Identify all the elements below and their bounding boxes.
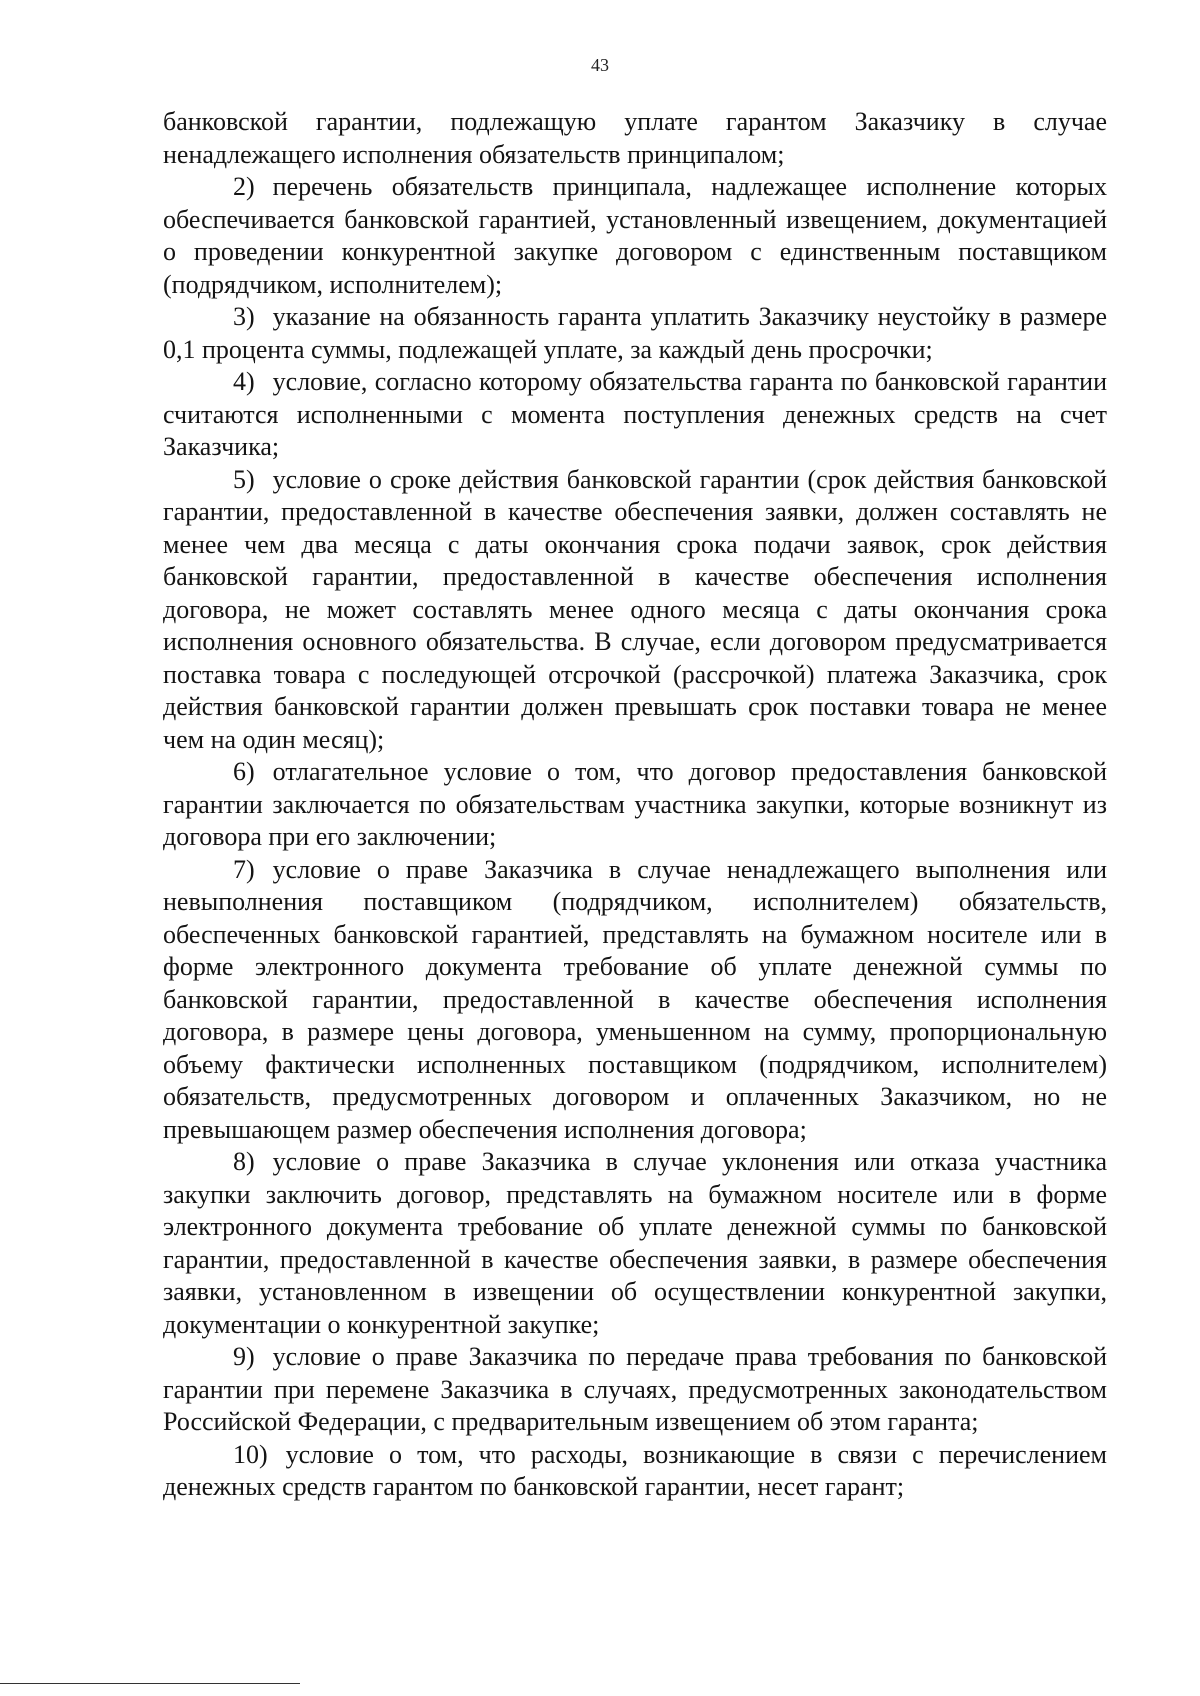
list-item-text: условие о праве Заказчика в случае уклонения или отказа участника закупки заключить договор, представлять на бумажном носителе или в форме электронного документа требование об уплате денежной суммы по банковской гарантии, предоставленной в качестве обеспечения заявки, в размере обеспечения заявки, установленном в извещении об осуществлении конкурентной закупки, документации о конкурентной закупке; (163, 1147, 1107, 1339)
list-item-number: 3) (233, 302, 255, 331)
list-item-text: условие, согласно которому обязательства гаранта по банковской гарантии считаются исполненными с момента поступления денежных средств на счет Заказчика; (163, 367, 1107, 461)
list-item-number: 2) (233, 172, 255, 201)
list-item-8 (163, 1146, 1107, 1341)
list-item-number: 5) (233, 464, 255, 494)
list-item-number: 4) (233, 367, 255, 396)
list-item-5 (163, 464, 1107, 757)
list-item-10 (163, 1439, 1107, 1504)
list-item-3 (163, 301, 1107, 366)
list-item-number: 7) (233, 854, 255, 884)
list-item-6 (163, 756, 1107, 854)
list-item-text: условие о том, что расходы, возникающие в связи с перечислением денежных средств гарантом по банковской гарантии, несет гарант; (163, 1439, 1107, 1501)
list-item-number: 8) (233, 1147, 255, 1176)
list-item-number: 9) (233, 1342, 255, 1371)
document-body (163, 106, 1107, 1504)
list-item-9 (163, 1341, 1107, 1439)
list-item-text: перечень обязательств принципала, надлежащее исполнение которых обеспечивается банковской гарантией, установленный извещением, документацией о проведении конкурентной закупке договором с единственным поставщиком (подрядчиком, исполнителем); (163, 172, 1107, 299)
list-item-text: указание на обязанность гаранта уплатить Заказчику неустойку в размере 0,1 процента суммы, подлежащей уплате, за каждый день просрочки; (163, 302, 1107, 364)
paragraph-continuation (163, 106, 1107, 171)
list-item-text: условие о сроке действия банковской гарантии (срок действия банковской гарантии, предоставленной в качестве обеспечения заявки, должен составлять не менее чем два месяца с даты окончания срока подачи заявок, срок действия банковской гарантии, предоставленной в качестве обеспечения исполнения договора, не может составлять менее одного месяца с даты окончания срока исполнения основного обязательства. В случае, если договором предусматривается поставка товара с последующей отсрочкой (рассрочкой) платежа Заказчика, срок действия банковской гарантии должен превышать срок поставки товара не менее чем на один месяц); (163, 464, 1107, 754)
list-item-text: отлагательное условие о том, что договор предоставления банковской гарантии заключается по обязательствам участника закупки, которые возникнут из договора при его заключении; (163, 757, 1107, 851)
list-item-4 (163, 366, 1107, 464)
list-item-text: условие о праве Заказчика по передаче права требования по банковской гарантии при перемене Заказчика в случаях, предусмотренных законодательством Российской Федерации, с предварительным извещением об этом гаранта; (163, 1342, 1107, 1436)
list-item-number: 10) (233, 1439, 268, 1469)
list-item-7 (163, 854, 1107, 1147)
list-item-number: 6) (233, 757, 255, 786)
footnote-divider (0, 1683, 300, 1684)
list-item-text: условие о праве Заказчика в случае ненадлежащего выполнения или невыполнения поставщиком (подрядчиком, исполнителем) обязательств, обеспеченных банковской гарантией, представлять на бумажном носителе или в форме электронного документа требование об уплате денежной суммы по банковской гарантии, предоставленной в качестве обеспечения исполнения договора, в размере цены договора, уменьшенном на сумму, пропорциональную объему фактически исполненных поставщиком (подрядчиком, исполнителем) обязательств, предусмотренных договором и оплаченных Заказчиком, но не превышающем размер обеспечения исполнения договора; (163, 854, 1107, 1144)
paragraph-text: банковской гарантии, подлежащую уплате гарантом Заказчику в случае ненадлежащего исполнения обязательств принципалом; (163, 107, 1107, 169)
page-number: 43 (591, 55, 609, 75)
list-item-2 (163, 171, 1107, 301)
